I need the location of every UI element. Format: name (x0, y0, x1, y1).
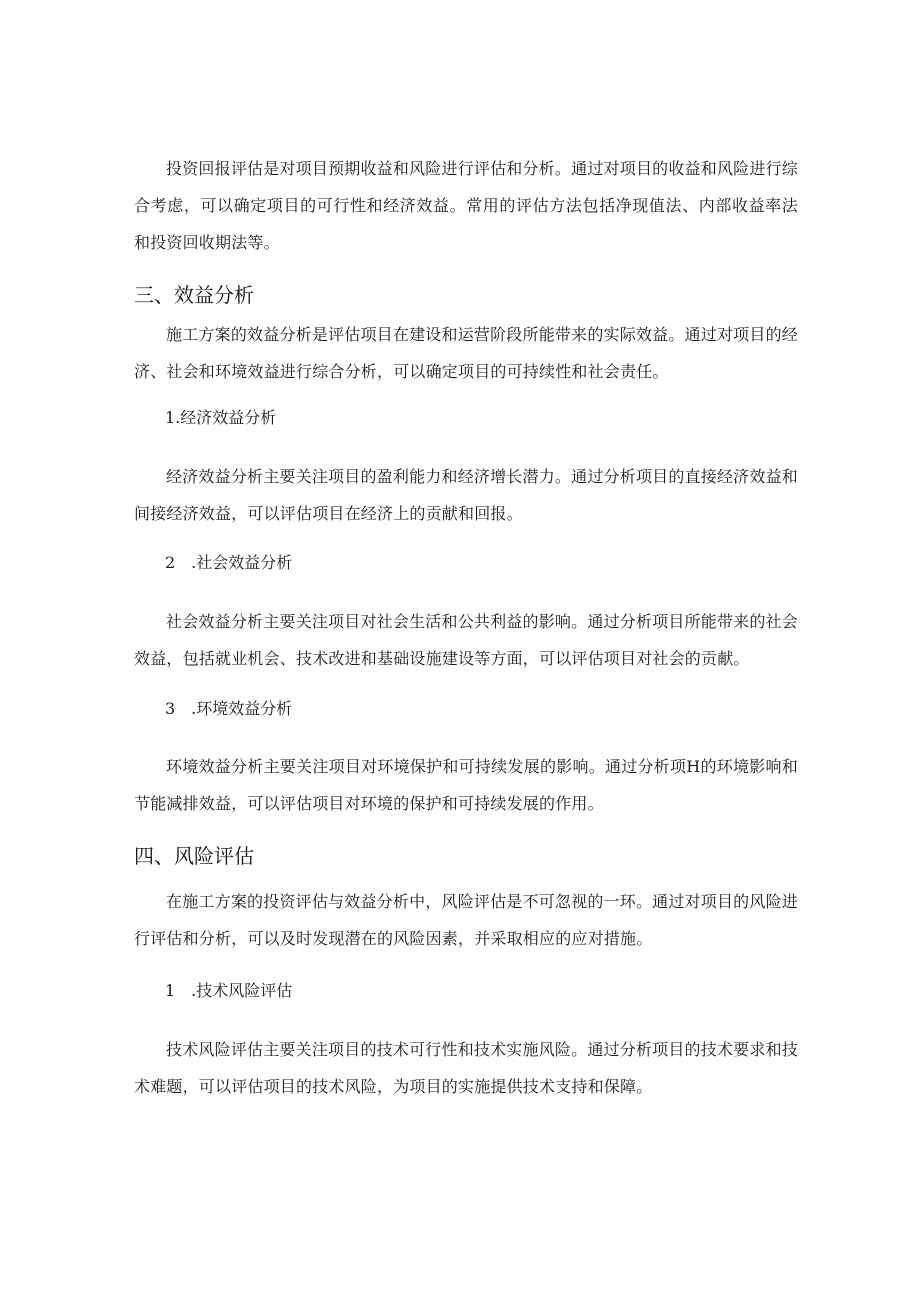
environmental-benefit-paragraph: 环境效益分析主要关注项目对环境保护和可持续发展的影响。通过分析项H的环境影响和节能减排效益，可以评估项目对环境的保护和可持续发展的作用。 (134, 757, 798, 813)
risk-assessment-paragraph: 在施工方案的投资评估与效益分析中，风险评估是不可忽视的一环。通过对项目的风险进行评估和分析，可以及时发现潜在的风险因素，并采取相应的应对措施。 (134, 892, 798, 948)
subheading-economic-benefit: 1.经济效益分析 (165, 408, 277, 427)
benefit-analysis-paragraph: 施工方案的效益分析是评估项目在建设和运营阶段所能带来的实际效益。通过对项目的经济、社会和环境效益进行综合分析，可以确定项目的可持续性和社会责任。 (134, 325, 798, 381)
section-heading-risk-assessment: 四、风险评估 (134, 844, 254, 868)
social-benefit-paragraph: 社会效益分析主要关注项目对社会生活和公共利益的影响。通过分析项目所能带来的社会效益，包括就业机会、技术改进和基础设施建设等方面，可以评估项目对社会的贡献。 (134, 612, 798, 668)
subheading-technical-risk: 1 .技术风险评估 (165, 981, 293, 1000)
technical-risk-paragraph: 技术风险评估主要关注项目的技术可行性和技术实施风险。通过分析项目的技术要求和技术难题，可以评估项目的技术风险，为项目的实施提供技术支持和保障。 (134, 1040, 798, 1096)
intro-paragraph: 投资回报评估是对项目预期收益和风险进行评估和分析。通过对项目的收益和风险进行综合考虑，可以确定项目的可行性和经济效益。常用的评估方法包括净现值法、内部收益率法和投资回收期法等。 (134, 159, 798, 252)
section-heading-benefit-analysis: 三、效益分析 (134, 283, 254, 307)
economic-benefit-paragraph: 经济效益分析主要关注项目的盈利能力和经济增长潜力。通过分析项目的直接经济效益和间接经济效益，可以评估项目在经济上的贡献和回报。 (134, 467, 798, 523)
subheading-social-benefit: 2 .社会效益分析 (165, 553, 293, 572)
subheading-environmental-benefit: 3 .环境效益分析 (165, 699, 293, 718)
